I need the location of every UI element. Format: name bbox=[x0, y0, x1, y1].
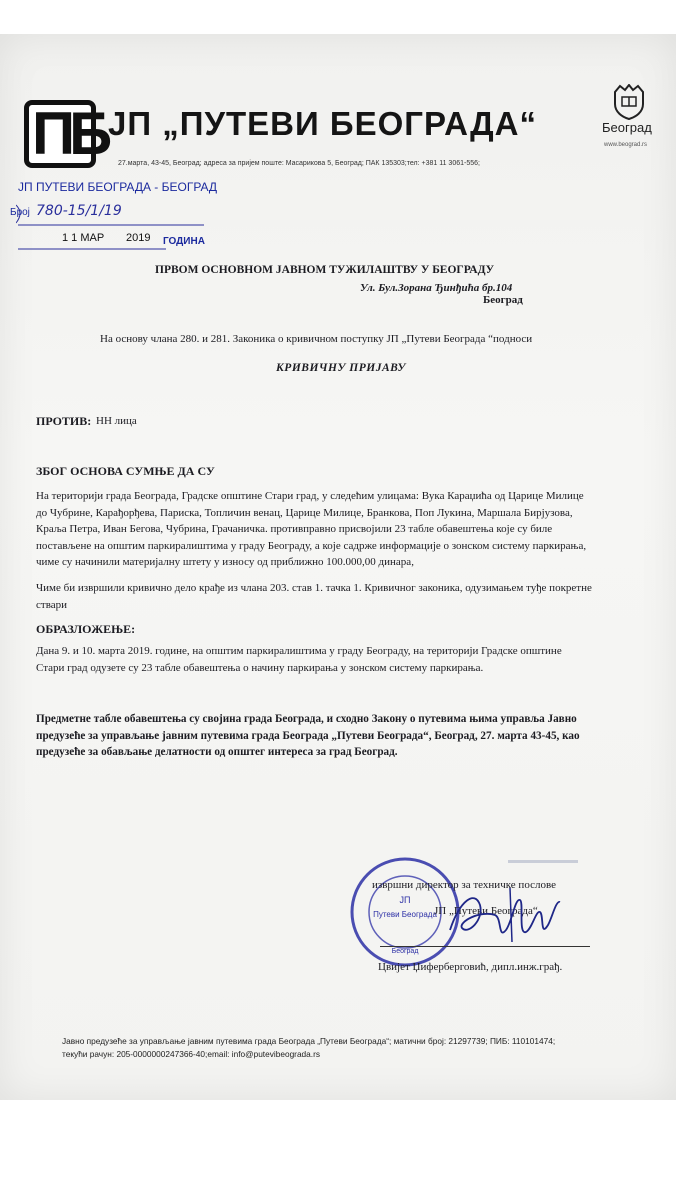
paragraph-line: Предметне табле обавештења су својина града Београда, и сходно Закону о путевима њима управља Јавно bbox=[36, 713, 577, 725]
recipient-street: Ул. Бул.Зорана Ђинђића бр.104 bbox=[360, 282, 513, 294]
seal-text-bottom: Београд bbox=[391, 948, 419, 955]
signatory-name: Цвијет Џиферберговић, дипл.инж.грађ. bbox=[378, 961, 563, 973]
received-stamp-year-label: ГОДИНА bbox=[163, 236, 205, 247]
belgrade-crest-icon bbox=[612, 84, 646, 120]
recipient-city: Београд bbox=[483, 294, 523, 306]
company-title: ЈП „ПУТЕВИ БЕОГРАДА“ bbox=[108, 105, 537, 142]
company-address: 27.марта, 43-45, Београд; адреса за пријем поште: Масарикова 5, Београд; ПАК 135303;тел: +381 11 3061-556; bbox=[118, 160, 480, 167]
seal-text-top: ЈП bbox=[399, 895, 411, 905]
document-title: КРИВИЧНУ ПРИЈАВУ bbox=[276, 362, 406, 374]
paragraph-line: предузеће за обављање делатности од општег интереса за град Београд. bbox=[36, 746, 398, 758]
signatory-org: ЈП „Путеви Београда“ bbox=[434, 905, 538, 917]
suspicion-paragraph bbox=[36, 488, 586, 571]
paragraph-line: Дана 9. и 10. марта 2019. године, на општим паркиралиштима у граду Београду, на територији Градске општине bbox=[36, 645, 562, 657]
city-crest-label: Београд bbox=[602, 120, 652, 135]
paragraph-line: ствари bbox=[36, 598, 68, 611]
footer-line-2: текући рачун: 205-0000000247366-40;email: info@putevibeograda.rs bbox=[62, 1049, 321, 1059]
explanation-heading: ОБРАЗЛОЖЕЊЕ: bbox=[36, 622, 136, 636]
paragraph-line: предузеће за управљање јавним путевима града Београда „Путеви Београда“, Београд, 27. марта 43-45, као bbox=[36, 729, 580, 742]
city-crest-url: www.beograd.rs bbox=[604, 142, 648, 148]
suspicion-heading: ЗБОГ ОСНОВА СУМЊЕ ДА СУ bbox=[36, 464, 215, 478]
paragraph-line: до Чубрине, Карађорђева, Париска, Топличин венац, Царице Милице, Бранкова, Поп Лукина, Маршала Бирјузова, bbox=[36, 506, 573, 519]
legal-basis: На основу члана 280. и 281. Законика о кривичном поступку ЈП „Путеви Београда “подноси bbox=[100, 333, 533, 345]
recipient-name: ПРВОМ ОСНОВНОМ ЈАВНОМ ТУЖИЛАШТВУ У БЕОГРАДУ bbox=[155, 264, 495, 276]
paragraph-line: Стари град одузете су 23 табле обавештења о начину паркирања у зонском систему паркирања. bbox=[36, 661, 484, 674]
crime-paragraph bbox=[36, 580, 592, 613]
received-stamp-number-label: Број bbox=[10, 207, 30, 218]
paragraph-line: Краља Петра, Иван Бегова, Чубрина, Грачаничка. противправно присвојили 23 табле обавештења које су биле bbox=[36, 523, 553, 535]
handwritten-signature bbox=[440, 880, 580, 950]
footer-line-1: Јавно предузеће за управљање јавним путевима града Београда „Путеви Београда“; матични број: 21297739; ПИБ: 110101474; bbox=[62, 1036, 556, 1046]
signature-line bbox=[380, 946, 590, 947]
ownership-paragraph bbox=[36, 711, 580, 761]
against-value: НН лица bbox=[96, 415, 137, 427]
received-stamp-org: ЈП ПУТЕВИ БЕОГРАДА - БЕОГРАД bbox=[18, 180, 218, 194]
pencil-mark bbox=[508, 860, 578, 863]
received-stamp-year: 2019 bbox=[126, 232, 151, 244]
paragraph-line: постављене на општим паркиралиштима у граду Београду, а које садрже информације о зонском систему паркирања, bbox=[36, 539, 587, 552]
company-logo: ПБ bbox=[24, 100, 96, 168]
received-stamp-date: 1 1 МАР bbox=[62, 232, 105, 244]
explanation-paragraph bbox=[36, 643, 562, 676]
paragraph-line: На територији града Београда, Градске општине Стари град, у следећим улицама: Вука Караџића од Царице Милице bbox=[36, 490, 584, 502]
against-label: ПРОТИВ: bbox=[36, 414, 92, 428]
paragraph-line: Чиме би извршили кривично дело крађе из члана 203. став 1. тачка 1. Кривичног законика, одузимањем туђе покретне bbox=[36, 582, 592, 594]
paragraph-line: чиме су начинили материјалну штету у износу од приближно 100.000,00 динара, bbox=[36, 556, 414, 568]
signatory-role: извршни директор за техничке послове bbox=[372, 879, 556, 891]
seal-text-mid: Путеви Београда bbox=[373, 910, 437, 919]
received-stamp-number: 780-15/1/19 bbox=[36, 203, 122, 219]
